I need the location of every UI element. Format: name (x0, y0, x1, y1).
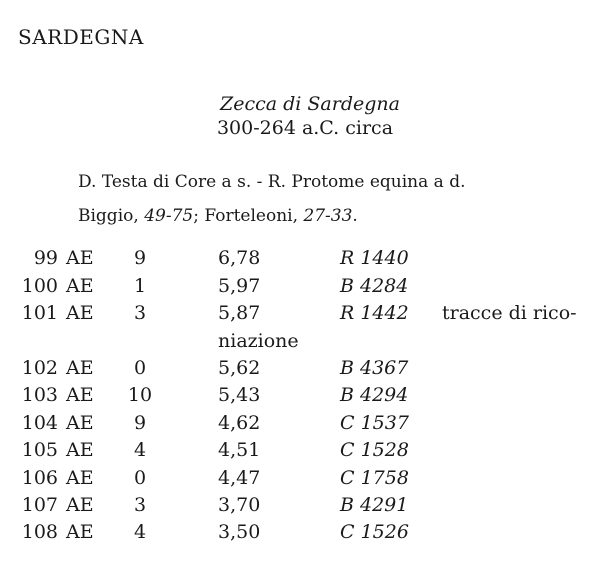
row-number: 103 (21, 384, 58, 406)
row-quantity: 10 (127, 384, 153, 406)
row-metal: AE (66, 439, 94, 461)
ref-separator: ; (193, 206, 199, 226)
row-quantity: 3 (133, 494, 147, 516)
row-catalog: C 1758 (340, 467, 409, 489)
row-catalog: B 4284 (340, 275, 409, 297)
row-metal: AE (66, 357, 94, 379)
row-metal: AE (66, 412, 94, 434)
row-catalog: C 1528 (340, 439, 409, 461)
row-metal: AE (66, 247, 94, 269)
row-number: 104 (21, 412, 58, 434)
row-catalog: B 4367 (340, 357, 409, 379)
row-quantity: 4 (133, 439, 147, 461)
ref-author-biggio: Biggio, (78, 206, 139, 226)
row-catalog: R 1442 (340, 302, 409, 324)
row-catalog: R 1440 (340, 247, 409, 269)
row-weight: 5,97 (218, 275, 261, 297)
row-metal: AE (66, 275, 94, 297)
table-row (0, 467, 600, 495)
row-number: 101 (21, 302, 58, 324)
table-row (0, 357, 600, 385)
row-weight: 4,62 (218, 412, 261, 434)
mint-date: 300-264 a.C. circa (216, 117, 394, 139)
row-catalog: C 1526 (340, 521, 409, 543)
row-number: 107 (21, 494, 58, 516)
row-number: 106 (21, 467, 58, 489)
row-note-continuation: niazione (218, 330, 299, 352)
ref-end: . (352, 206, 358, 226)
row-quantity: 4 (133, 521, 147, 543)
row-metal: AE (66, 494, 94, 516)
row-metal: AE (66, 384, 94, 406)
table-row (0, 521, 600, 549)
row-quantity: 0 (133, 467, 147, 489)
row-quantity: 1 (133, 275, 147, 297)
ref-author-forteleoni: Forteleoni, (204, 206, 298, 226)
row-number: 108 (21, 521, 58, 543)
row-metal: AE (66, 302, 94, 324)
section-heading: SARDEGNA (18, 25, 144, 49)
mint-title: Zecca di Sardegna (220, 93, 400, 115)
row-number: 100 (21, 275, 58, 297)
table-row (0, 494, 600, 522)
table-row (0, 384, 600, 412)
row-catalog: B 4291 (340, 494, 409, 516)
table-row (0, 412, 600, 440)
row-weight: 4,47 (218, 467, 261, 489)
table-row (0, 247, 600, 275)
bibliographic-references (78, 206, 358, 226)
row-quantity: 9 (133, 412, 147, 434)
row-number: 102 (21, 357, 58, 379)
row-weight: 4,51 (218, 439, 261, 461)
row-catalog: C 1537 (340, 412, 409, 434)
row-quantity: 0 (133, 357, 147, 379)
row-weight: 5,62 (218, 357, 261, 379)
row-number: 105 (21, 439, 58, 461)
row-catalog: B 4294 (340, 384, 409, 406)
row-weight: 3,70 (218, 494, 261, 516)
ref-pages-forteleoni: 27-33 (303, 206, 353, 226)
row-quantity: 3 (133, 302, 147, 324)
ref-pages-biggio: 49-75 (144, 206, 194, 226)
row-metal: AE (66, 467, 94, 489)
row-weight: 3,50 (218, 521, 261, 543)
table-row (0, 302, 600, 330)
table-row-continuation (0, 330, 600, 358)
row-metal: AE (66, 521, 94, 543)
row-note: tracce di rico- (442, 302, 577, 324)
table-row (0, 439, 600, 467)
table-row (0, 275, 600, 303)
row-number: 99 (33, 247, 58, 269)
row-quantity: 9 (133, 247, 147, 269)
row-weight: 6,78 (218, 247, 261, 269)
row-weight: 5,87 (218, 302, 261, 324)
coin-description: D. Testa di Core a s. - R. Protome equina a d. (78, 172, 466, 192)
row-weight: 5,43 (218, 384, 261, 406)
